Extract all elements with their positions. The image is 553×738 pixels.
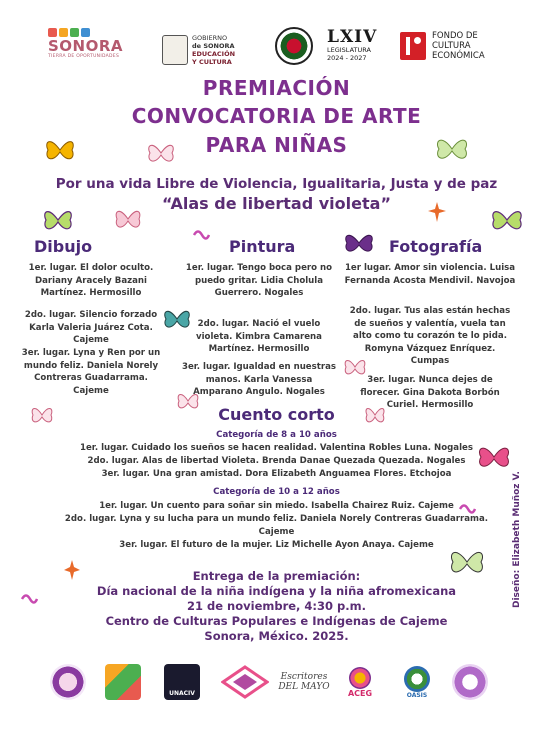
dibujo-entry-3: 3er. lugar. Lyna y Ren por un mundo feliz. Daniela Norely Contreras Guadarrama. Cajeme <box>21 348 161 396</box>
comunidad-logo <box>101 660 145 704</box>
gobierno-logo <box>162 28 258 72</box>
gobierno-line3: EDUCACIÓN <box>192 50 236 58</box>
fce-logo <box>400 28 512 64</box>
colectivo-logo <box>46 660 90 704</box>
red-feminista-mark-icon <box>221 665 269 699</box>
fce-line1: FONDO DE <box>432 31 478 41</box>
cuento-category-1: Categoría de 8 a 10 años <box>216 430 337 440</box>
design-credit: Diseño: Elizabeth Muñoz V. <box>512 471 522 608</box>
title-line2: CONVOCATORIA DE ARTE <box>131 104 422 128</box>
entrega-line3: 21 de noviembre, 4:30 p.m. <box>187 599 366 613</box>
congreso-seal-icon <box>275 27 313 65</box>
aceg-label: ACEG <box>347 688 373 698</box>
escritores-label: Escritores DEL MAYO <box>278 672 330 692</box>
venus-mark-icon <box>452 664 488 700</box>
legislatura-period: 2024 - 2027 <box>327 54 367 62</box>
oasis-logo <box>396 660 438 704</box>
title-line3: PARA NIÑAS <box>205 133 348 157</box>
pintura-entry-3: 3er. lugar. Igualdad en nuestras manos. Karla Vanessa Amparano Angulo. Nogales <box>181 362 337 397</box>
entrega-line5: Sonora, México. 2025. <box>204 629 349 643</box>
entrega-line1: Entrega de la premiación: <box>192 569 361 583</box>
dibujo-heading: Dibujo <box>34 237 93 256</box>
oasis-mark-icon <box>404 666 430 692</box>
red-feminista-logo <box>214 660 276 704</box>
oasis-label: OASIS <box>406 691 428 699</box>
title-line1: PREMIACIÓN <box>202 76 351 100</box>
cuento-g2-entry-3: 3er. lugar. El futuro de la mujer. Liz Michelle Ayon Anaya. Cajeme <box>119 540 434 550</box>
subtitle: Por una vida Libre de Violencia, Igualitaria, Justa y de paz <box>55 176 498 192</box>
sonora-logo-name: SONORA <box>48 37 124 55</box>
colectivo-mark-icon <box>50 664 86 700</box>
pintura-entry-2: 2do. lugar. Nació el vuelo violeta. Kimbra Camarena Martínez. Hermosillo <box>196 319 322 354</box>
escritores-logo <box>278 660 330 704</box>
gobierno-line1: GOBIERNO <box>192 34 228 42</box>
swirl-icon <box>192 226 210 244</box>
fce-line3: ECONÓMICA <box>432 51 485 61</box>
cuento-g1-entry-1: 1er. lugar. Cuidado los sueños se hacen realidad. Valentina Robles Luna. Nogales <box>80 443 473 453</box>
cuento-category-2: Categoría de 10 a 12 años <box>213 487 340 497</box>
fotografia-heading: Fotografía <box>389 237 483 256</box>
sonora-logo <box>48 28 136 72</box>
legislatura-label: LEGISLATURA <box>327 46 371 54</box>
gobierno-seal-icon <box>162 35 188 65</box>
pintura-heading: Pintura <box>229 237 296 256</box>
cuento-g2-entry-1: 1er. lugar. Un cuento para soñar sin miedo. Isabella Chairez Ruiz. Cajeme <box>99 501 454 511</box>
congreso-logo <box>272 24 316 68</box>
cuento-g2-entry-2: 2do. lugar. Lyna y su lucha para un mundo feliz. Daniela Norely Contreras Guadarrama. <box>64 514 489 524</box>
purple-butterfly-icon <box>343 230 375 256</box>
fce-line2: CULTURA <box>432 41 471 51</box>
aceg-mark-icon <box>349 667 371 689</box>
cuento-g1-entry-2: 2do. lugar. Alas de libertad Violeta. Brenda Danae Quezada Quezada. Nogales <box>87 456 466 466</box>
fotografia-entry-1: 1er lugar. Amor sin violencia. Luisa Fernanda Acosta Mendivil. Navojoa <box>344 263 516 286</box>
slogan: “Alas de libertad violeta” <box>162 194 391 213</box>
gobierno-line2: de SONORA <box>192 42 235 50</box>
legislatura-numeral: LXIV <box>327 27 378 47</box>
fotografia-entry-2: 2do. lugar. Tus alas están hechas de sueños y valentía, vuela tan alto como tu corazón te lo pida. Romyna Vázquez Enríquez. Cumpas <box>349 306 511 366</box>
entrega-line4: Centro de Culturas Populares e Indígenas de Cajeme <box>105 614 448 628</box>
legislatura-logo <box>327 28 381 72</box>
unaciv-label: UNACIV <box>169 690 195 697</box>
fce-mark-icon <box>400 32 426 60</box>
gobierno-line4: Y CULTURA <box>192 58 232 66</box>
entrega-line2: Día nacional de la niña indígena y la niña afromexicana <box>96 584 457 598</box>
sonora-logo-tagline: TIERRA DE OPORTUNIDADES <box>48 54 120 59</box>
fotografia-entry-3: 3er. lugar. Nunca dejes de florecer. Gina Dakota Borbón Curiel. Hermosillo <box>360 375 500 410</box>
cuento-heading: Cuento corto <box>218 405 335 424</box>
pintura-entry-1: 1er. lugar. Tengo boca pero no puedo gritar. Lidia Cholula Guerrero. Nogales <box>185 263 333 298</box>
cuento-g1-entry-3: 3er. lugar. Una gran amistad. Dora Elizabeth Anguamea Flores. Etchojoa <box>101 469 452 479</box>
unaciv-logo <box>162 660 202 704</box>
dibujo-entry-2: 2do. lugar. Silencio forzado Karla Valeria Juárez Cota. Cajeme <box>24 310 158 345</box>
sonora-mark-icon <box>48 28 90 37</box>
aceg-logo <box>338 660 382 704</box>
venus-logo <box>450 660 490 704</box>
cuento-g2-entry-2-cont: Cajeme <box>258 527 295 537</box>
dibujo-entry-1: 1er. lugar. El dolor oculto. Dariany Aracely Bazani Martínez. Hermosillo <box>28 263 154 298</box>
comunidad-mark-icon <box>105 664 141 700</box>
